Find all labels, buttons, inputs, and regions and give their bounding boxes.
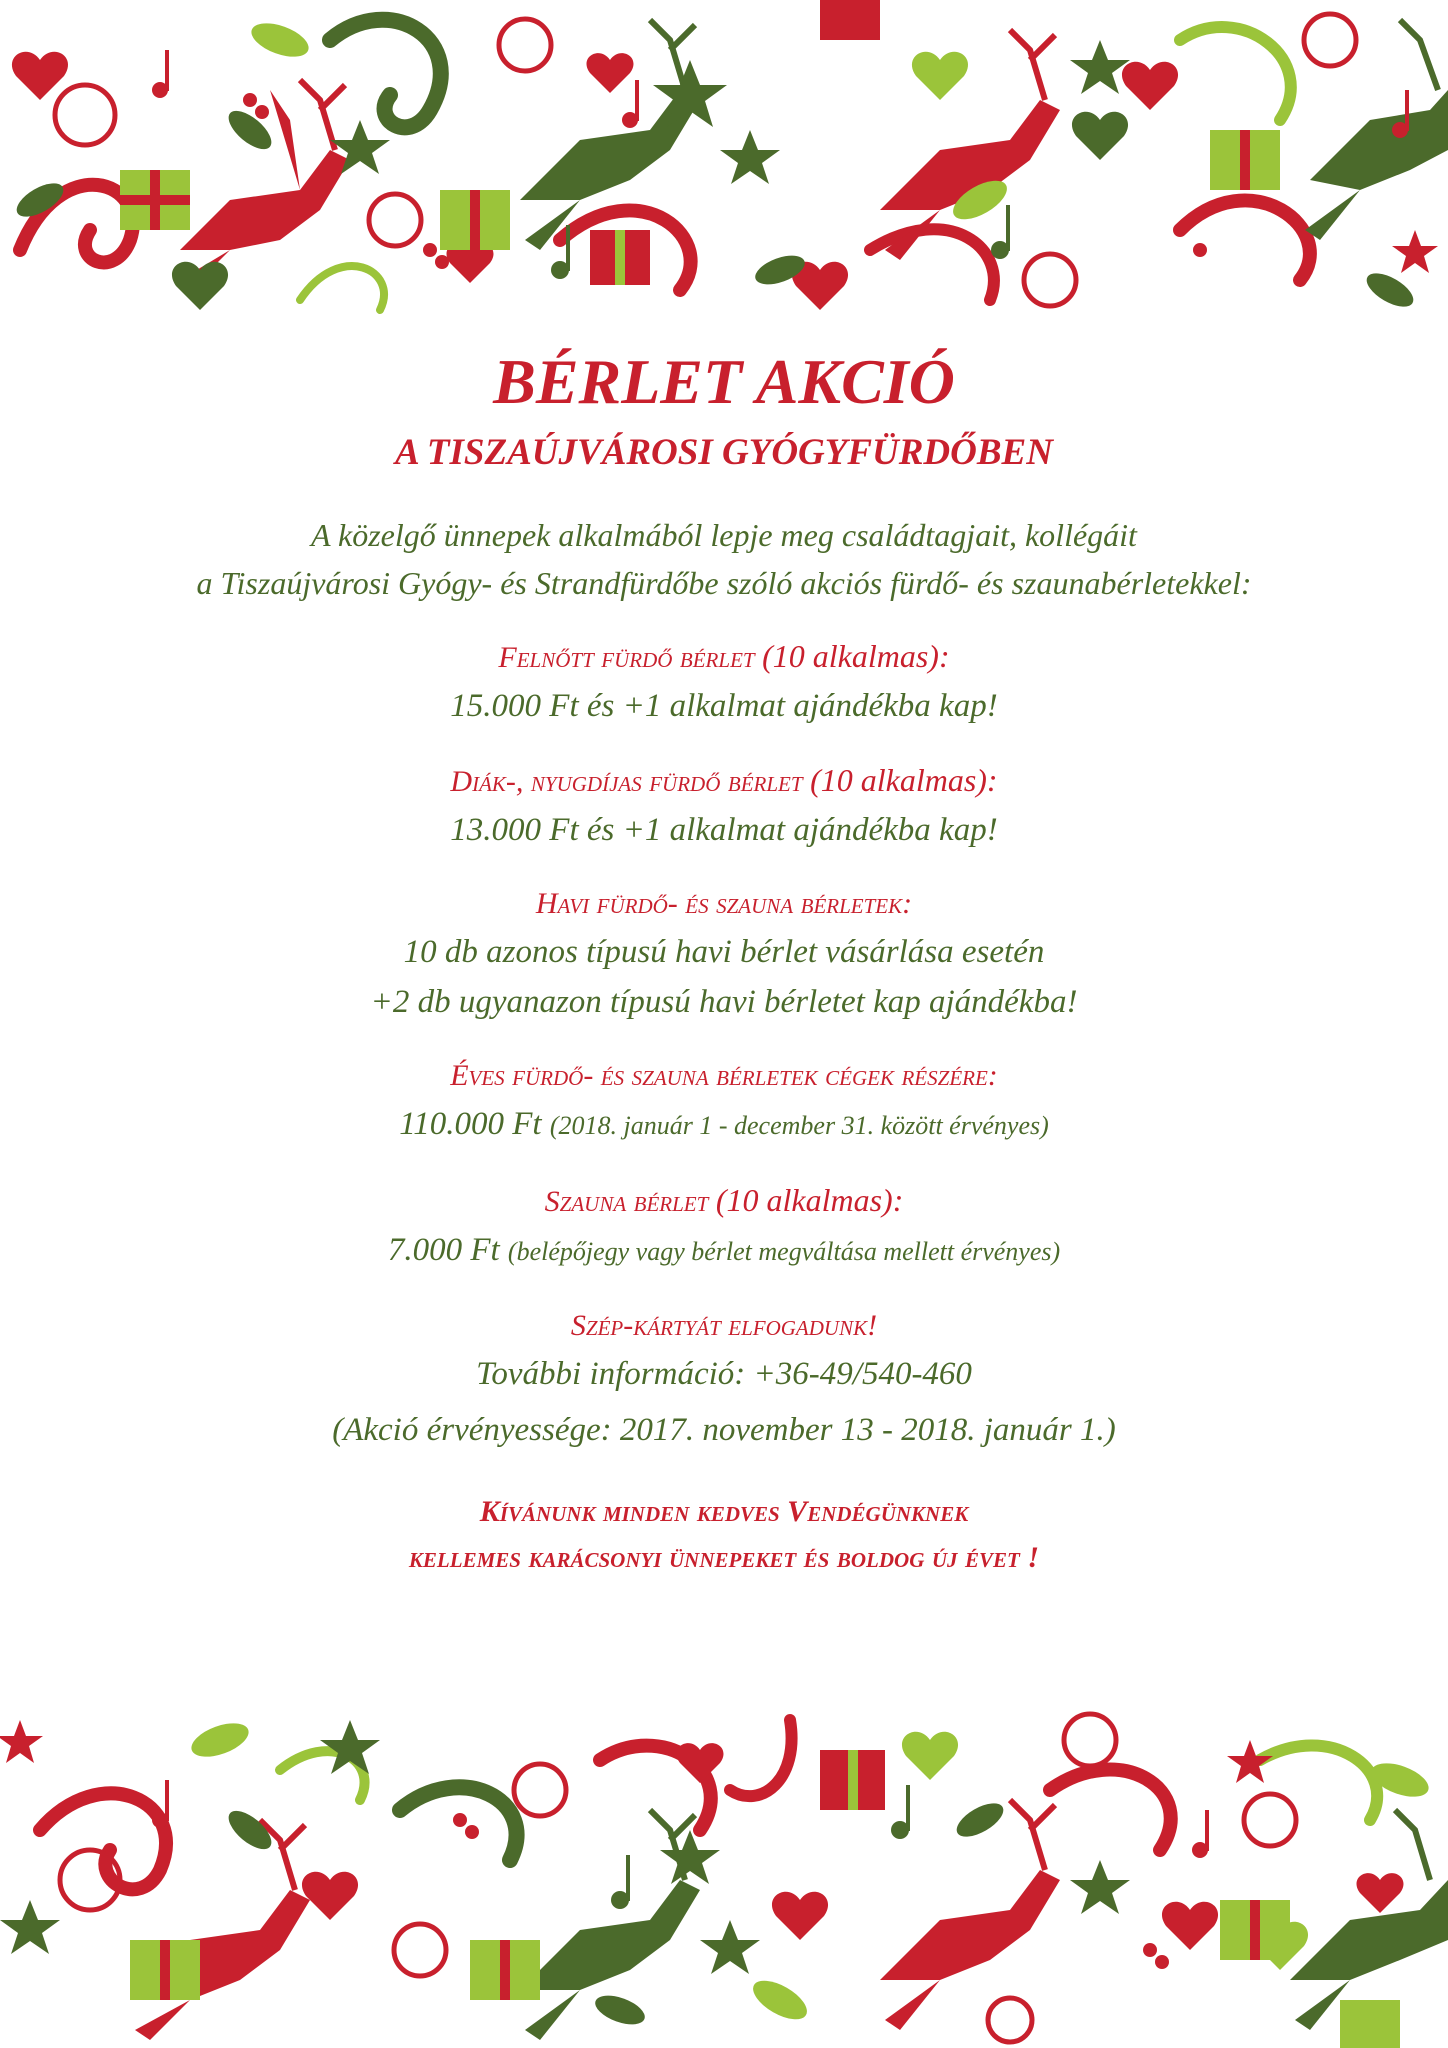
validity-line: (Akció érvényessége: 2017. november 13 - 2018. január 1.) <box>332 1412 1116 1448</box>
offer-line: +2 db ugyanazon típusú havi bérletet kap ajándékba! <box>370 984 1078 1020</box>
intro-line-1: A közelgő ünnepek alkalmából lepje meg családtagjait, kollégáit <box>311 517 1137 553</box>
offer-adult <box>0 633 1448 731</box>
offer-yearly <box>0 1053 1448 1151</box>
poster-content <box>0 346 1448 1581</box>
offer-line <box>0 1099 1448 1151</box>
decorative-border-bottom <box>0 1700 1448 2048</box>
offer-heading: Éves fürdő- és szauna bérletek cégek részére: <box>450 1059 998 1092</box>
intro-line-2: a Tiszaújvárosi Gyógy- és Strandfürdőbe szóló akciós fürdő- és szaunabérletekkel: <box>196 565 1252 601</box>
offer-heading-paren: (10 alkalmas): <box>762 638 950 674</box>
offer-sauna <box>0 1177 1448 1277</box>
christmas-ornament-pattern-top <box>0 0 1448 340</box>
offer-heading-paren: (10 alkalmas): <box>715 1182 904 1218</box>
offer-price: 110.000 Ft <box>399 1106 542 1142</box>
offer-heading: Havi fürdő- és szauna bérletek: <box>535 887 913 920</box>
offer-price: 7.000 Ft <box>387 1232 500 1268</box>
offer-heading-text: Felnőtt fürdő bérlet <box>498 641 755 674</box>
offer-heading-text: Szauna bérlet <box>544 1185 709 1218</box>
offer-heading-text: Diák-, nyugdíjas fürdő bérlet <box>450 765 803 798</box>
offer-student <box>0 757 1448 855</box>
christmas-ornament-pattern-bottom <box>0 1700 1448 2048</box>
poster-title: BÉRLET AKCIÓ <box>493 346 955 417</box>
offer-monthly <box>0 881 1448 1027</box>
offer-heading <box>0 1177 1448 1225</box>
closing-line-2: kellemes karácsonyi ünnepeket és boldog új évet ! <box>408 1541 1040 1574</box>
offer-heading-paren: (10 alkalmas): <box>810 762 998 798</box>
offer-line: 15.000 Ft és +1 alkalmat ajándékba kap! <box>450 688 998 724</box>
offer-line: 13.000 Ft és +1 alkalmat ajándékba kap! <box>450 812 998 848</box>
contact-line: További információ: +36-49/540-460 <box>476 1356 972 1392</box>
offer-heading <box>0 633 1448 681</box>
info-section <box>0 1303 1448 1455</box>
poster-subtitle: A TISZAÚJVÁROSI GYÓGYFÜRDŐBEN <box>395 432 1053 473</box>
offer-note: (2018. január 1 - december 31. között érvényes) <box>549 1111 1049 1140</box>
closing-line-1: Kívánunk minden kedves Vendégünknek <box>479 1495 969 1528</box>
offer-line <box>0 1225 1448 1277</box>
szep-card-heading: Szép-kártyát elfogadunk! <box>570 1309 878 1342</box>
decorative-border-top <box>0 0 1448 340</box>
offer-heading <box>0 757 1448 805</box>
offer-note: (belépőjegy vagy bérlet megváltása mellett érvényes) <box>507 1237 1061 1266</box>
offer-line: 10 db azonos típusú havi bérlet vásárlása esetén <box>403 934 1045 970</box>
closing-greeting <box>0 1489 1448 1581</box>
intro-text <box>0 511 1448 607</box>
